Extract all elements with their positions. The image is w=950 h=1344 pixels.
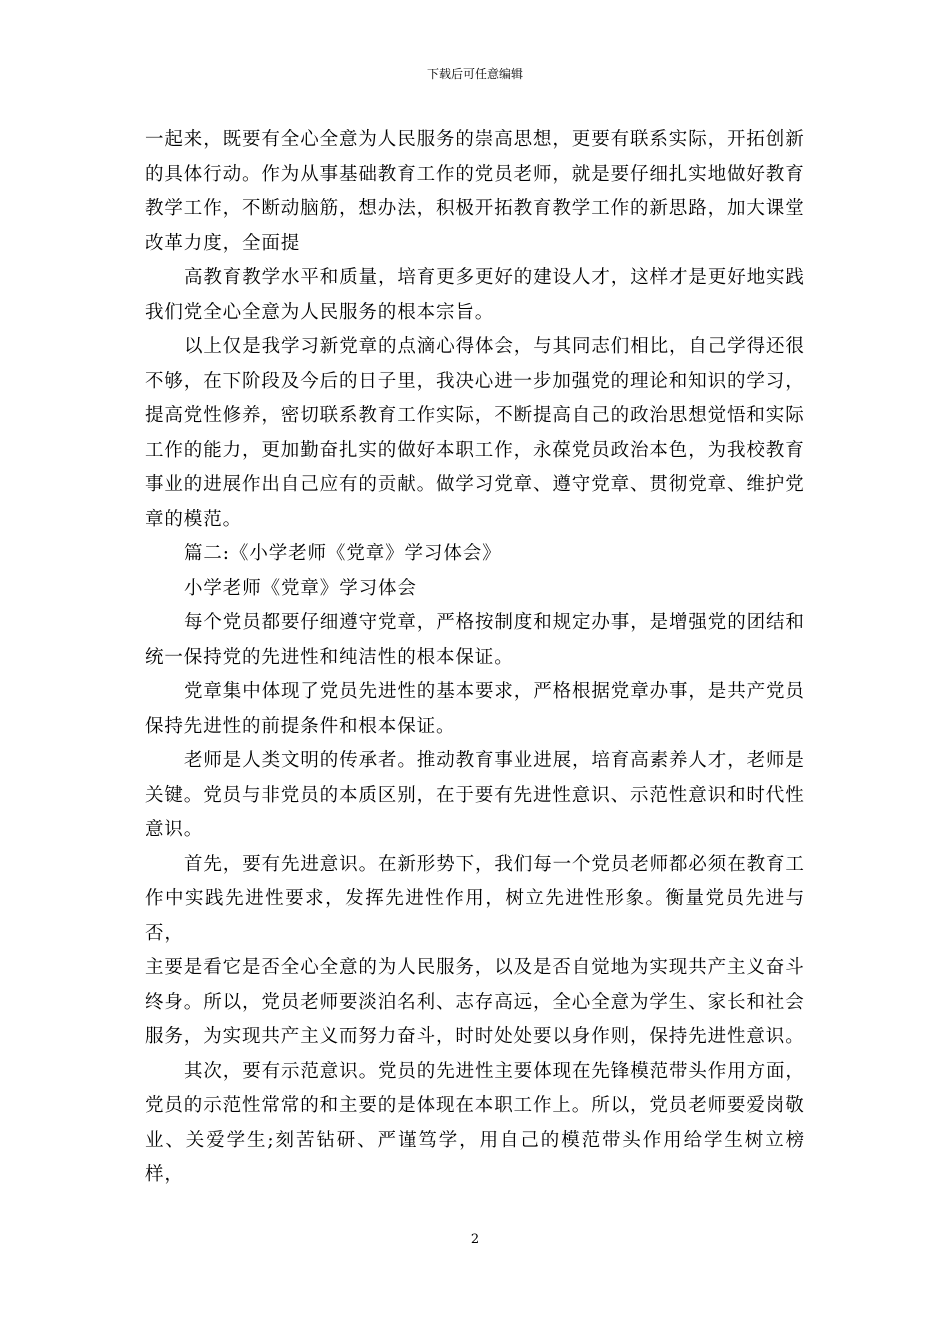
page-number: 2 [470, 1232, 480, 1247]
paragraph-6 [145, 606, 805, 675]
paragraph-9 [145, 848, 805, 1055]
text-line: 业、关爱学生;刻苦钻研、严谨笃学，用自己的模范带头作用给学生树立榜样， [145, 1129, 805, 1185]
text-line: 不够，在下阶段及今后的日子里，我决心进一步加强党的理论和知识的学习， [145, 370, 805, 392]
paragraph-8 [145, 744, 805, 848]
text-line: 教学工作，不断动脑筋，想办法，积极开拓教育教学工作的新思路，加大课堂 [145, 198, 805, 219]
text-line: 小学老师《党章》学习体会 [184, 577, 417, 599]
text-line: 一起来，既要有全心全意为人民服务的崇高思想，更要有联系实际，开拓创新 [145, 129, 805, 150]
text-line: 提高党性修养，密切联系教育工作实际，不断提高自己的政治思想觉悟和实际 [145, 405, 805, 426]
paragraph-7 [145, 675, 805, 744]
text-line: 意识。 [145, 819, 204, 840]
text-line: 首先，要有先进意识。在新形势下，我们每一个党员老师都必须在教育工 [184, 853, 805, 875]
paragraph-1 [145, 123, 805, 261]
text-line: 改革力度，全面提 [145, 232, 301, 254]
text-line: 每个党员都要仔细遵守党章，严格按制度和规定办事，是增强党的团结和 [184, 612, 805, 633]
section-title [145, 572, 805, 607]
text-line: 党章集中体现了党员先进性的基本要求，严格根据党章办事，是共产党员 [184, 681, 805, 702]
text-line: 作中实践先进性要求，发挥先进性作用，树立先进性形象。衡量党员先进与否， [145, 888, 805, 944]
text-line: 保持先进性的前提条件和根本保证。 [145, 715, 456, 737]
text-line: 党员的示范性常常的和主要的是体现在本职工作上。所以，党员老师要爱岗敬 [145, 1095, 805, 1116]
text-line: 其次，要有示范意识。党员的先进性主要体现在先锋模范带头作用方面， [184, 1060, 805, 1082]
text-line: 以上仅是我学习新党章的点滴心得体会，与其同志们相比，自己学得还很 [184, 336, 805, 357]
text-line: 篇二:《小学老师《党章》学习体会》 [184, 543, 502, 564]
text-line: 的具体行动。作为从事基础教育工作的党员老师，就是要仔细扎实地做好教育 [145, 163, 805, 185]
text-line: 事业的进展作出自己应有的贡献。做学习党章、遵守党章、贯彻党章、维护党 [145, 474, 805, 495]
text-line: 我们党全心全意为人民服务的根本宗旨。 [145, 301, 495, 323]
page-header: 下载后可任意编辑 [426, 67, 523, 81]
text-line: 服务，为实现共产主义而努力奋斗，时时处处要以身作则，保持先进性意识。 [145, 1026, 805, 1047]
paragraph-10 [145, 1055, 805, 1193]
text-line: 工作的能力，更加勤奋扎实的做好本职工作，永葆党员政治本色，为我校教育 [145, 439, 805, 461]
text-line: 主要是看它是否全心全意的为人民服务，以及是否自觉地为实现共产主义奋斗 [145, 957, 805, 978]
text-line: 老师是人类文明的传承者。推动教育事业进展，培育高素养人才，老师是 [184, 750, 805, 771]
text-line: 关键。党员与非党员的本质区别，在于要有先进性意识、示范性意识和时代性 [145, 784, 805, 806]
text-line: 统一保持党的先进性和纯洁性的根本保证。 [145, 646, 514, 668]
paragraph-2 [145, 261, 805, 330]
text-line: 高教育教学水平和质量，培育更多更好的建设人才，这样才是更好地实践 [184, 267, 805, 288]
paragraph-3 [145, 330, 805, 537]
text-line: 章的模范。 [145, 508, 243, 530]
section-heading [145, 537, 805, 572]
text-line: 终身。所以，党员老师要淡泊名利、志存高远，全心全意为学生、家长和社会 [145, 991, 805, 1013]
document-body [145, 123, 805, 1193]
